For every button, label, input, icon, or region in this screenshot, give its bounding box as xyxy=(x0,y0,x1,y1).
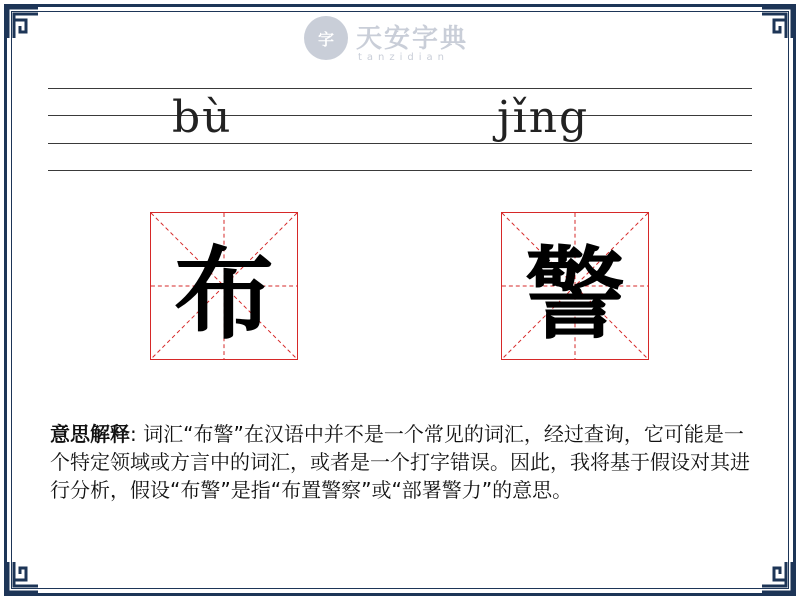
pinyin-rule xyxy=(48,115,752,116)
hanzi-character: 布 xyxy=(174,236,274,353)
character-box xyxy=(150,212,298,360)
meaning-text: : 词汇“布警”在汉语中并不是一个常见的词汇，经过查询，它可能是一个特定领域或方言中的词汇，或者是一个打字错误。因此，我将基于假设对其进行分析，假设“布警”是指“布置警察”或“部署警力”的意思。 xyxy=(50,422,750,502)
corner-ornament-icon xyxy=(6,6,40,40)
pinyin-rule xyxy=(48,88,752,89)
corner-ornament-icon xyxy=(760,560,794,594)
meaning-label: 意思解释 xyxy=(50,422,130,446)
pinyin-rule xyxy=(48,170,752,171)
site-logo xyxy=(300,14,500,70)
pinyin-syllable: bù xyxy=(172,92,233,143)
logo-subtitle: tanzidian xyxy=(358,52,450,63)
corner-ornament-icon xyxy=(760,6,794,40)
character-box xyxy=(501,212,649,360)
logo-mark: 字 xyxy=(304,16,348,60)
hanzi-character: 警 xyxy=(525,236,625,353)
logo-title: 天安字典 xyxy=(356,24,469,54)
corner-ornament-icon xyxy=(6,560,40,594)
pinyin-rule xyxy=(48,143,752,144)
meaning-paragraph xyxy=(50,420,752,504)
pinyin-syllable: jǐng xyxy=(497,92,590,143)
